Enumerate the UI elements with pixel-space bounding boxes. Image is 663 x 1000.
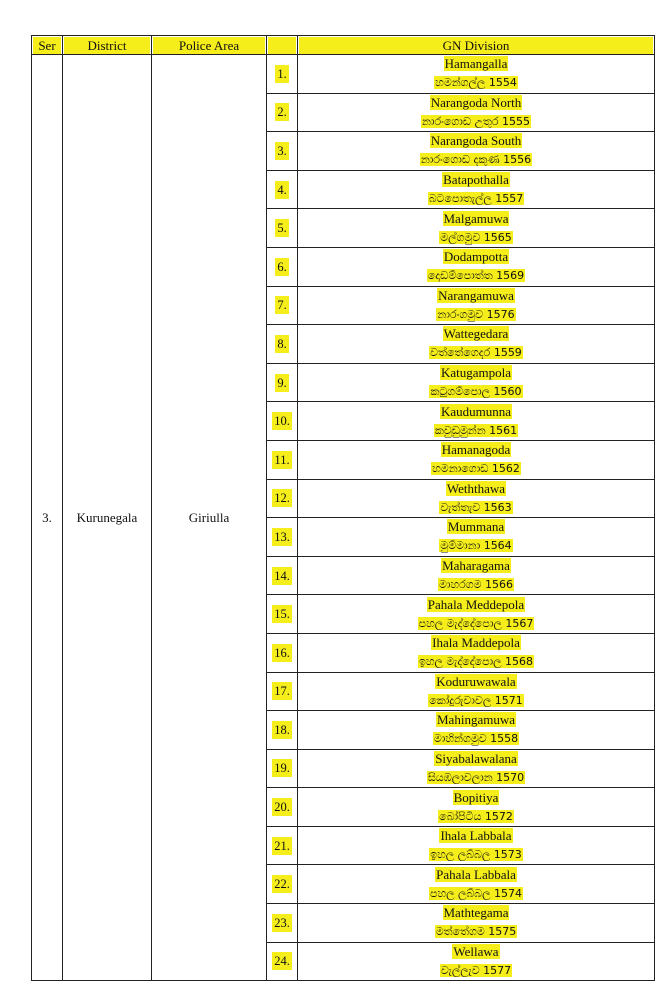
- row-number: [267, 826, 298, 865]
- header-district: District: [63, 36, 152, 55]
- row-number-label: 20.: [274, 800, 290, 815]
- gn-division-name: Siyabalawalana: [435, 750, 517, 766]
- gn-division-sinhala: බෝපිටිය 1572: [439, 809, 513, 823]
- table-header-row: [32, 36, 655, 55]
- header-number: [267, 36, 298, 55]
- gn-division-cell: [298, 518, 655, 557]
- gn-division-sinhala: කෝදුරුවාවල 1571: [429, 693, 523, 707]
- row-number: [267, 711, 298, 750]
- row-number: [267, 904, 298, 943]
- row-number: [267, 93, 298, 132]
- row-number-label: 21.: [274, 838, 290, 853]
- gn-division-name: Katugampola: [440, 365, 512, 381]
- gn-division-sinhala: බටපොතැල්ල 1557: [428, 192, 524, 206]
- row-number: [267, 749, 298, 788]
- gn-division-name: Hamangalla: [444, 56, 508, 72]
- row-number: [267, 595, 298, 634]
- gn-division-cell: [298, 363, 655, 402]
- row-number: [267, 518, 298, 557]
- gn-division-name: Weththawa: [446, 480, 506, 496]
- gn-division-cell: [298, 247, 655, 286]
- gn-division-cell: [298, 286, 655, 325]
- gn-division-sinhala: පහල මැද්දේපොල 1567: [418, 616, 534, 630]
- gn-division-cell: [298, 595, 655, 634]
- gn-division-name: Mummana: [447, 519, 505, 535]
- gn-division-sinhala: කවුඩුමුන්න 1561: [434, 423, 518, 437]
- gn-division-name: Bopitiya: [453, 789, 499, 805]
- gn-division-cell: [298, 904, 655, 943]
- row-number-label: 14.: [274, 568, 290, 583]
- row-number-label: 7.: [277, 298, 287, 313]
- gn-division-name: Dodampotta: [443, 249, 509, 265]
- gn-division-name: Maharagama: [442, 558, 510, 574]
- gn-division-sinhala: නාරංගමුව 1576: [437, 307, 515, 321]
- gn-division-sinhala: කටුගම්පොල 1560: [430, 385, 522, 399]
- gn-division-name: Pahala Labbala: [436, 866, 516, 882]
- row-number: [267, 556, 298, 595]
- gn-division-cell: [298, 440, 655, 479]
- row-number-label: 4.: [277, 182, 287, 197]
- gn-division-name: Mathtegama: [443, 905, 509, 921]
- row-number-label: 6.: [277, 259, 287, 274]
- gn-division-sinhala: මත්තේගම 1575: [435, 925, 517, 939]
- row-number: [267, 440, 298, 479]
- gn-division-sinhala: දොඩම්පොත්ත 1569: [427, 269, 525, 283]
- gn-division-name: Hamanagoda: [441, 442, 511, 458]
- row-number-label: 12.: [274, 491, 290, 506]
- gn-division-cell: [298, 942, 655, 981]
- row-number: [267, 170, 298, 209]
- gn-division-name: Malgamuwa: [443, 210, 509, 226]
- gn-division-cell: [298, 402, 655, 441]
- gn-division-cell: [298, 132, 655, 171]
- row-number: [267, 132, 298, 171]
- gn-division-cell: [298, 826, 655, 865]
- gn-division-name: Kaudumunna: [440, 403, 512, 419]
- row-number-label: 23.: [274, 915, 290, 930]
- gn-division-cell: [298, 93, 655, 132]
- gn-division-sinhala: පහල ලබ්බල 1574: [430, 886, 522, 900]
- gn-division-sinhala: වැල්ලැව 1577: [440, 963, 512, 977]
- row-number: [267, 942, 298, 981]
- row-number: [267, 672, 298, 711]
- row-number-label: 15.: [274, 607, 290, 622]
- row-number-label: 22.: [274, 877, 290, 892]
- row-number-label: 24.: [274, 954, 290, 969]
- row-number-label: 5.: [277, 221, 287, 236]
- gn-division-cell: [298, 556, 655, 595]
- row-number: [267, 209, 298, 248]
- row-number-label: 10.: [274, 414, 290, 429]
- gn-division-sinhala: මාහින්ගමුව 1558: [433, 732, 519, 746]
- row-number-label: 11.: [274, 452, 290, 467]
- gn-division-cell: [298, 865, 655, 904]
- gn-division-cell: [298, 633, 655, 672]
- gn-division-name: Narangoda North: [430, 94, 522, 110]
- row-number: [267, 788, 298, 827]
- header-gn-division: GN Division: [298, 36, 655, 55]
- header-ser: Ser: [32, 36, 63, 55]
- row-number: [267, 633, 298, 672]
- row-number-label: 13.: [274, 529, 290, 544]
- gn-division-name: Narangamuwa: [438, 287, 514, 303]
- gn-division-sinhala: වත්තේගෙදර 1559: [430, 346, 522, 360]
- gn-division-cell: [298, 55, 655, 94]
- row-number-label: 17.: [274, 684, 290, 699]
- row-number: [267, 402, 298, 441]
- gn-division-cell: [298, 672, 655, 711]
- row-number-label: 3.: [277, 143, 287, 158]
- district-cell: Kurunegala: [63, 55, 152, 981]
- gn-division-sinhala: මුම්මානා 1564: [440, 539, 512, 553]
- row-number-label: 16.: [274, 645, 290, 660]
- row-number: [267, 325, 298, 364]
- gn-division-name: Narangoda South: [430, 133, 522, 149]
- gn-division-cell: [298, 711, 655, 750]
- gn-division-sinhala: ඉහල ලබ්බල 1573: [430, 848, 522, 862]
- gn-division-sinhala: ඉහල මැද්දේපොල 1568: [418, 655, 534, 669]
- row-number-label: 18.: [274, 722, 290, 737]
- gn-division-table: [31, 35, 655, 981]
- gn-division-cell: [298, 170, 655, 209]
- gn-division-name: Koduruwawala: [436, 673, 516, 689]
- gn-division-name: Mahingamuwa: [437, 712, 515, 728]
- row-number-label: 2.: [277, 105, 287, 120]
- gn-division-sinhala: හමන්ගල්ල 1554: [435, 76, 517, 90]
- gn-division-cell: [298, 209, 655, 248]
- row-number: [267, 865, 298, 904]
- row-number-label: 9.: [277, 375, 287, 390]
- row-number-label: 19.: [274, 761, 290, 776]
- gn-division-cell: [298, 749, 655, 788]
- gn-division-sinhala: මාහරගම 1566: [438, 578, 514, 592]
- police-area-cell: Giriulla: [152, 55, 267, 981]
- row-number: [267, 55, 298, 94]
- row-number: [267, 479, 298, 518]
- gn-division-name: Batapothalla: [443, 172, 509, 188]
- gn-division-name: Ihala Labbala: [440, 828, 512, 844]
- ser-cell: 3.: [32, 55, 63, 981]
- gn-division-cell: [298, 788, 655, 827]
- row-number: [267, 247, 298, 286]
- row-number-label: 1.: [277, 66, 287, 81]
- gn-division-name: Pahala Meddepola: [427, 596, 525, 612]
- gn-division-sinhala: නාරංගොඩ දකුණ 1556: [420, 153, 532, 167]
- gn-division-name: Ihala Maddepola: [432, 635, 520, 651]
- gn-division-sinhala: වැත්තැව 1563: [440, 500, 512, 514]
- gn-division-sinhala: නාරංගොඩ උතුර 1555: [421, 114, 531, 128]
- row-number: [267, 286, 298, 325]
- row-number-label: 8.: [277, 336, 287, 351]
- header-police-area: Police Area: [152, 36, 267, 55]
- gn-division-cell: [298, 325, 655, 364]
- gn-division-sinhala: මල්ගමුව 1565: [440, 230, 512, 244]
- table-row: [32, 55, 655, 94]
- gn-division-sinhala: හමනාගොඩ 1562: [432, 462, 520, 476]
- gn-division-name: Wattegedara: [443, 326, 509, 342]
- row-number: [267, 363, 298, 402]
- gn-division-name: Wellawa: [453, 943, 499, 959]
- gn-division-sinhala: සියඹලාවලාන 1570: [427, 770, 525, 784]
- gn-division-cell: [298, 479, 655, 518]
